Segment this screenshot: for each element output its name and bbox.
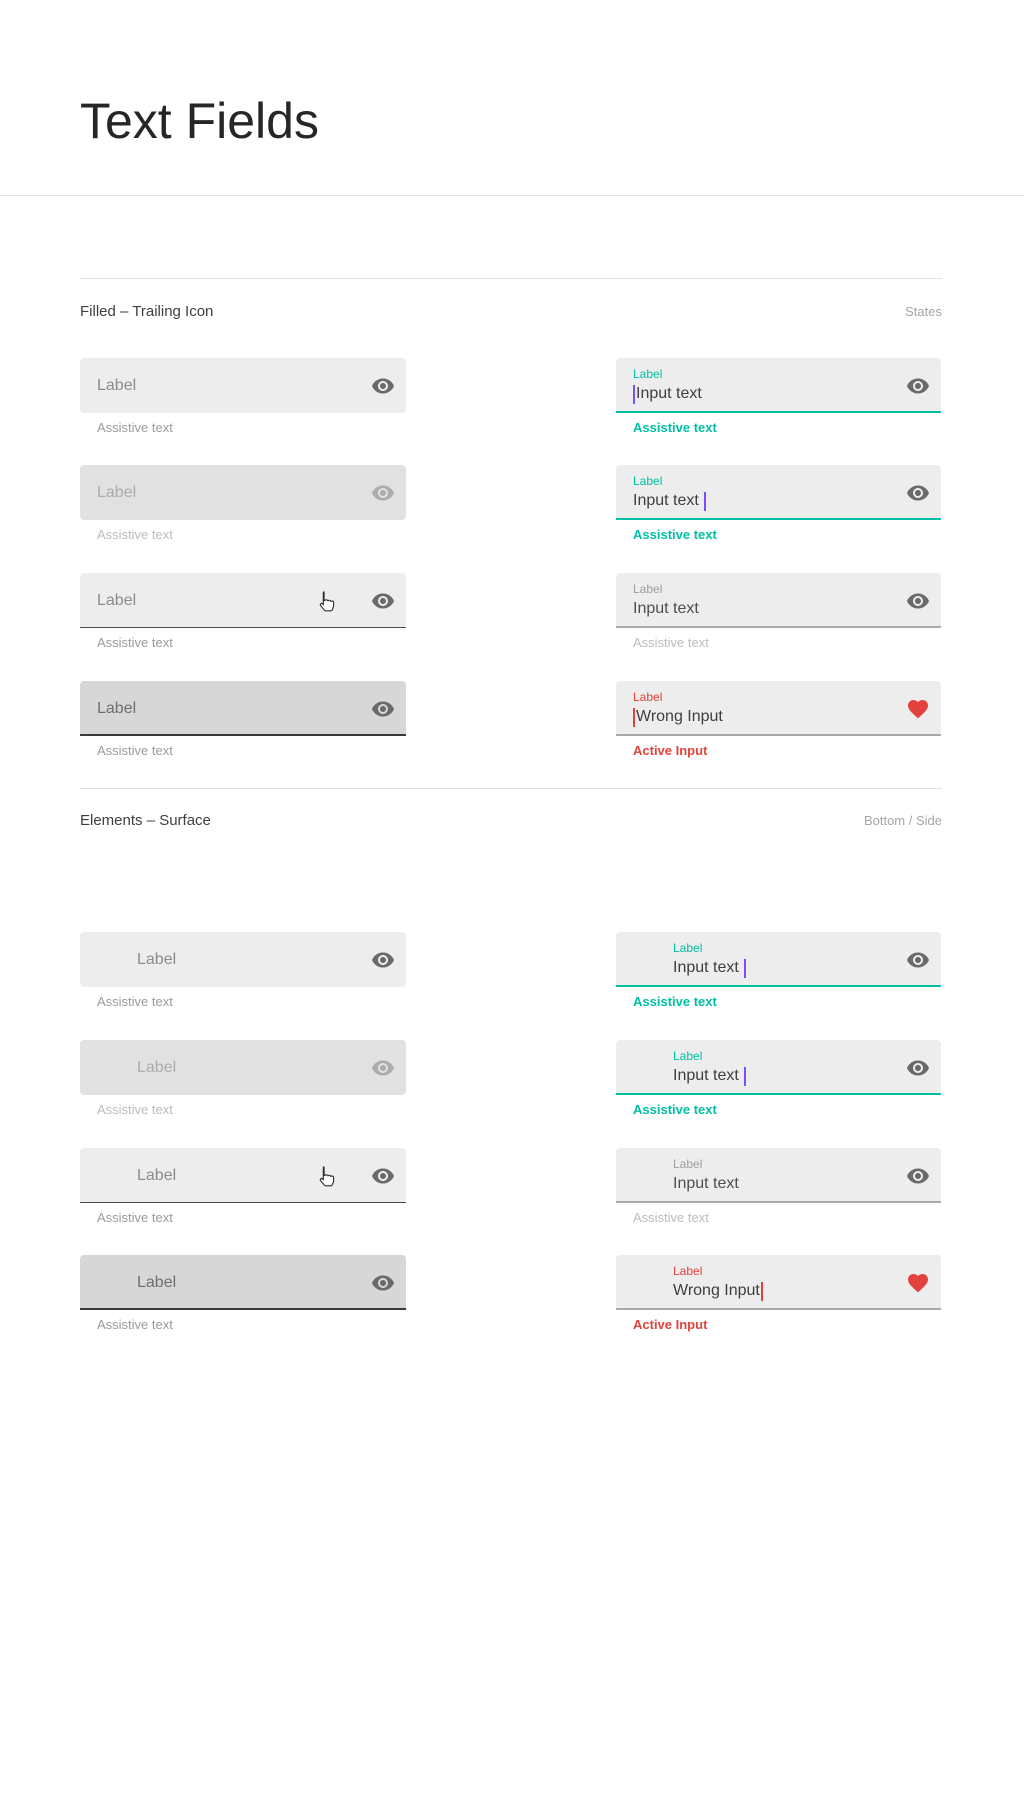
eye-icon[interactable] (906, 948, 930, 972)
text-field[interactable] (80, 681, 406, 736)
active-indicator (80, 1202, 406, 1203)
divider (80, 278, 942, 279)
assistive-text: Assistive text (97, 527, 173, 542)
field-label: Label (97, 483, 137, 501)
text-field-group (80, 1255, 406, 1332)
floating-label: Label (633, 690, 663, 704)
assistive-text: Active Input (633, 743, 708, 758)
text-field[interactable] (616, 1040, 941, 1095)
text-cursor (744, 1067, 746, 1086)
text-field[interactable] (80, 932, 406, 987)
floating-label: Label (673, 1157, 703, 1171)
text-field[interactable] (616, 358, 941, 413)
text-field-group (80, 1148, 406, 1225)
assistive-text: Assistive text (97, 635, 173, 650)
text-field-group (616, 932, 941, 1009)
field-label: Label (97, 376, 137, 394)
divider (0, 195, 1024, 196)
input-value: Input text (673, 959, 739, 976)
divider (80, 788, 942, 789)
eye-icon[interactable] (906, 481, 930, 505)
text-field[interactable] (80, 1255, 406, 1310)
eye-icon[interactable] (371, 1164, 395, 1188)
section-header (80, 812, 942, 829)
section-meta: States (905, 304, 942, 319)
active-indicator (616, 1093, 941, 1095)
assistive-text: Assistive text (97, 1210, 173, 1225)
text-field[interactable] (80, 1040, 406, 1095)
section-header (80, 303, 942, 320)
field-label: Label (137, 1058, 177, 1076)
text-field[interactable] (80, 1148, 406, 1203)
field-label: Label (137, 950, 177, 968)
floating-label: Label (673, 941, 703, 955)
text-field-group (80, 1040, 406, 1117)
field-label: Label (97, 699, 137, 717)
text-field[interactable] (616, 1148, 941, 1203)
assistive-text: Assistive text (97, 1102, 173, 1117)
page-title: Text Fields (80, 93, 319, 149)
input-value: Input text (633, 600, 699, 617)
text-field-group (616, 465, 941, 542)
text-field-group (616, 573, 941, 650)
text-field[interactable] (616, 932, 941, 987)
active-indicator (616, 985, 941, 987)
assistive-text: Assistive text (97, 994, 173, 1009)
input-value: Input text (673, 1067, 739, 1084)
section-title: Elements – Surface (80, 812, 211, 829)
text-field[interactable] (80, 573, 406, 628)
text-field[interactable] (616, 573, 941, 628)
text-cursor (761, 1282, 763, 1301)
assistive-text: Active Input (633, 1317, 708, 1332)
eye-icon[interactable] (906, 1164, 930, 1188)
active-indicator (616, 1308, 941, 1310)
assistive-text: Assistive text (633, 420, 717, 435)
field-label: Label (137, 1166, 177, 1184)
active-indicator (616, 411, 941, 413)
text-field[interactable] (616, 681, 941, 736)
field-label: Label (137, 1273, 177, 1291)
field-label: Label (97, 591, 137, 609)
floating-label: Label (673, 1264, 703, 1278)
eye-icon[interactable] (371, 481, 395, 505)
assistive-text: Assistive text (633, 1210, 709, 1225)
text-field-group (80, 932, 406, 1009)
floating-label: Label (633, 582, 663, 596)
text-field-group (616, 1040, 941, 1117)
section-meta: Bottom / Side (863, 813, 942, 828)
eye-icon[interactable] (371, 697, 395, 721)
hand-cursor-icon (313, 588, 337, 615)
eye-icon[interactable] (371, 948, 395, 972)
eye-icon[interactable] (906, 589, 930, 613)
section-title: Filled – Trailing Icon (80, 303, 214, 320)
active-indicator (80, 1308, 406, 1310)
eye-icon[interactable] (371, 589, 395, 613)
active-indicator (616, 734, 941, 736)
active-indicator (616, 1201, 941, 1203)
text-field[interactable] (80, 358, 406, 413)
active-indicator (616, 626, 941, 628)
text-field-group (80, 681, 406, 758)
text-cursor (633, 708, 635, 727)
text-field-group (80, 358, 406, 435)
text-field-group (616, 1255, 941, 1332)
eye-icon[interactable] (906, 374, 930, 398)
floating-label: Label (633, 367, 663, 381)
text-field-group (80, 465, 406, 542)
assistive-text: Assistive text (633, 994, 717, 1009)
text-field[interactable] (616, 465, 941, 520)
eye-icon[interactable] (906, 1056, 930, 1080)
eye-icon[interactable] (371, 374, 395, 398)
assistive-text: Assistive text (633, 635, 709, 650)
active-indicator (80, 734, 406, 736)
eye-icon[interactable] (371, 1056, 395, 1080)
input-value: Wrong Input (673, 1282, 760, 1299)
text-field-group (616, 358, 941, 435)
input-value: Input text (636, 385, 702, 402)
eye-icon[interactable] (371, 1271, 395, 1295)
text-field-group (616, 681, 941, 758)
active-indicator (80, 627, 406, 628)
assistive-text: Assistive text (633, 1102, 717, 1117)
text-cursor (704, 492, 706, 511)
text-cursor (744, 959, 746, 978)
input-value: Input text (673, 1175, 739, 1192)
assistive-text: Assistive text (97, 420, 173, 435)
assistive-text: Assistive text (97, 743, 173, 758)
text-field[interactable] (80, 465, 406, 520)
heart-icon[interactable] (906, 697, 930, 721)
text-field[interactable] (616, 1255, 941, 1310)
hand-cursor-icon (313, 1163, 337, 1190)
text-cursor (633, 385, 635, 404)
floating-label: Label (673, 1049, 703, 1063)
text-field-group (80, 573, 406, 650)
active-indicator (616, 518, 941, 520)
assistive-text: Assistive text (633, 527, 717, 542)
assistive-text: Assistive text (97, 1317, 173, 1332)
input-value: Input text (633, 492, 699, 509)
floating-label: Label (633, 474, 663, 488)
input-value: Wrong Input (636, 708, 723, 725)
text-field-group (616, 1148, 941, 1225)
heart-icon[interactable] (906, 1271, 930, 1295)
